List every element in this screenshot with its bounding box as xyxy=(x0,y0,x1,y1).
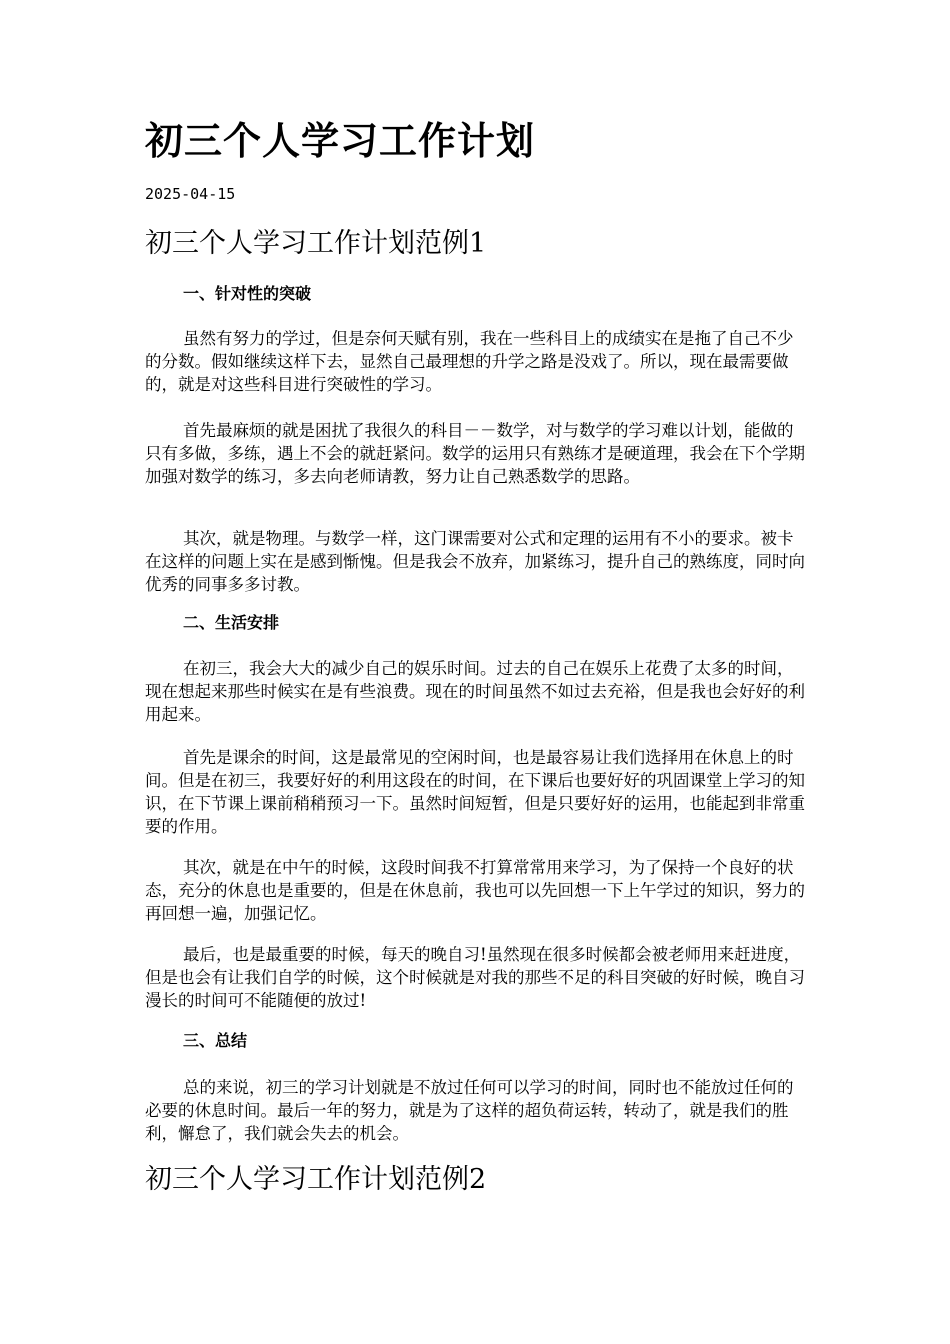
paragraph: 最后，也是最重要的时候，每天的晚自习!虽然现在很多时候都会被老师用来赶进度，但是也会有让我们自学的时候，这个时候就是对我的那些不足的科目突破的好时候，晚自习漫长的时间可不能随便的放过! xyxy=(145,945,805,1010)
paragraph: 其次，就是在中午的时候，这段时间我不打算常常用来学习，为了保持一个良好的状态，充分的休息也是重要的，但是在休息前，我也可以先回想一下上午学过的知识，努力的再回想一遍，加强记忆。 xyxy=(145,858,805,923)
section-2-heading: 初三个人学习工作计划范例2 xyxy=(145,1164,487,1195)
document-title: 初三个人学习工作计划 xyxy=(145,118,536,163)
document-date: 2025-04-15 xyxy=(145,185,236,203)
paragraph: 首先最麻烦的就是困扰了我很久的科目－－数学，对与数学的学习难以计划，能做的只有多做，多练，遇上不会的就赶紧问。数学的运用只有熟练才是硬道理，我会在下个学期加强对数学的练习，多去向老师请教，努力让自己熟悉数学的思路。 xyxy=(145,421,805,486)
paragraph: 总的来说，初三的学习计划就是不放过任何可以学习的时间，同时也不能放过任何的必要的休息时间。最后一年的努力，就是为了这样的超负荷运转，转动了，就是我们的胜利，懈怠了，我们就会失去的机会。 xyxy=(145,1078,794,1143)
paragraph: 其次，就是物理。与数学一样，这门课需要对公式和定理的运用有不小的要求。被卡在这样的问题上实在是感到惭愧。但是我会不放弃，加紧练习，提升自己的熟练度，同时向优秀的同事多多讨教。 xyxy=(145,529,805,594)
subheading-life-arrangement: 二、生活安排 xyxy=(183,613,280,632)
paragraph: 虽然有努力的学过，但是奈何天赋有别，我在一些科目上的成绩实在是拖了自己不少的分数。假如继续这样下去，显然自己最理想的升学之路是没戏了。所以，现在最需要做的，就是对这些科目进行突破性的学习。 xyxy=(145,329,794,394)
subheading-targeted-breakthrough: 一、针对性的突破 xyxy=(183,284,312,303)
subheading-summary: 三、总结 xyxy=(183,1031,248,1050)
section-1-heading: 初三个人学习工作计划范例1 xyxy=(145,228,487,259)
paragraph: 在初三，我会大大的减少自己的娱乐时间。过去的自己在娱乐上花费了太多的时间，现在想起来那些时候实在是有些浪费。现在的时间虽然不如过去充裕，但是我也会好好的利用起来。 xyxy=(145,659,805,724)
paragraph: 首先是课余的时间，这是最常见的空闲时间，也是最容易让我们选择用在休息上的时间。但是在初三，我要好好的利用这段在的时间，在下课后也要好好的巩固课堂上学习的知识，在下节课上课前稍稍预习一下。虽然时间短暂，但是只要好好的运用，也能起到非常重要的作用。 xyxy=(145,748,805,836)
